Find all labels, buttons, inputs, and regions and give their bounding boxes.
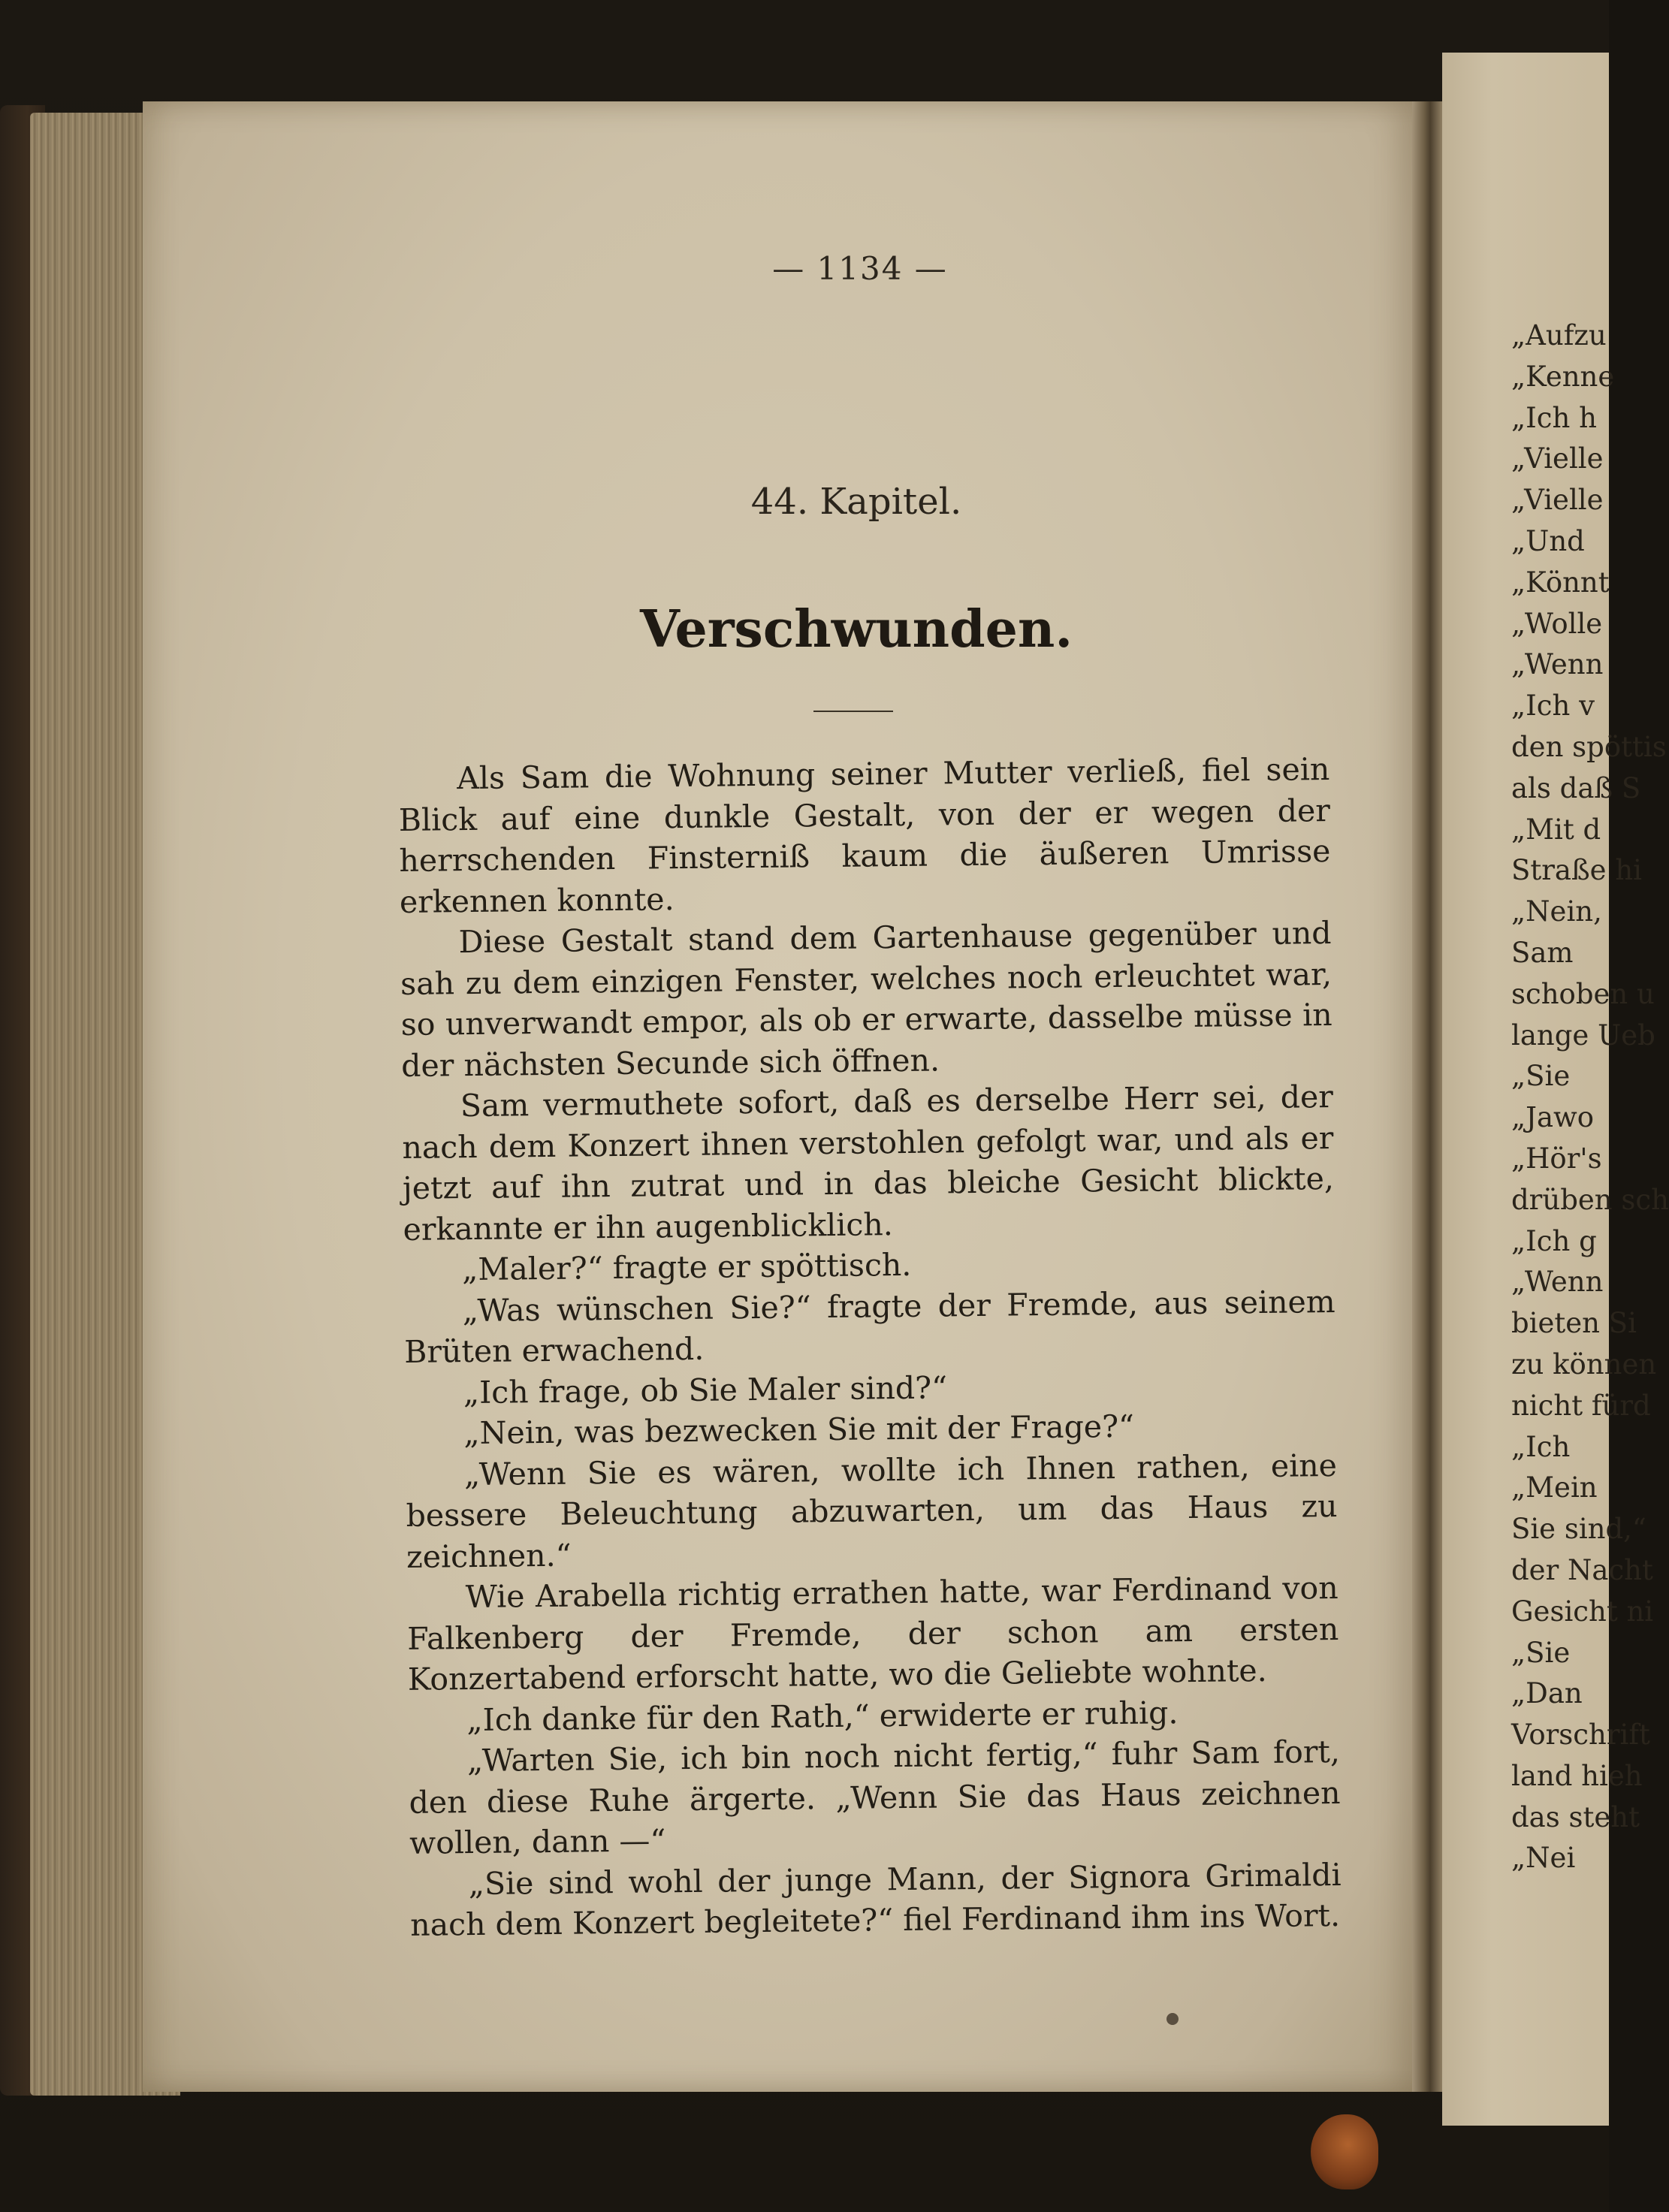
right-page-line: lange Ueb [1511,1018,1655,1052]
chapter-title: Verschwunden. [639,599,1073,659]
right-page-line: „Hör's [1511,1142,1602,1175]
right-page-line: „Ich h [1511,401,1597,434]
paragraph: „Sie sind wohl der junge Mann, der Signora Grimaldi nach dem Konzert begleitete?“ fiel Ferdinand ihm ins Wort. [410,1856,1342,1943]
right-page-line: „Dan [1511,1677,1583,1710]
right-page-line: „Wenn [1511,648,1604,681]
right-page-line: „Ich g [1511,1224,1597,1257]
paragraph: „Maler?“ fragte er spöttisch. [461,1246,912,1288]
right-page-line: Vorschrift [1511,1719,1650,1752]
right-page-line: Sie sind,“ [1511,1513,1646,1546]
right-page-line: Sam [1511,936,1574,969]
right-page-line: bieten Si [1511,1307,1637,1340]
right-page-line: „Kenne [1511,360,1615,393]
right-page-line: „Ich [1511,1430,1571,1463]
right-page-line: „Mit d [1511,813,1601,846]
fingertip [1311,2114,1378,2189]
paragraph: Sam vermuthete sofort, daß es derselbe Herr sei, der nach dem Konzert ihnen verstohlen gefolgt war, und als er jetzt auf ihn zutrat und in das bleiche Gesicht blickte, erkannte er ihn augenblicklich. [402,1078,1335,1248]
paragraph: „Ich frage, ob Sie Maler sind?“ [463,1369,948,1411]
right-page-line: land hieh [1511,1759,1643,1792]
body-text [398,749,1342,1945]
right-page-line: „Wolle [1511,607,1603,640]
right-page-text [1511,315,1669,1879]
paragraph: „Nein, was bezwecken Sie mit der Frage?“ [463,1408,1135,1452]
book-gutter [1412,101,1442,2092]
right-page-line: als daß S [1511,771,1641,804]
right-page-line: drüben sch [1511,1183,1669,1216]
right-page-line: zu können [1511,1347,1657,1381]
right-page-line: den spöttis [1511,730,1667,763]
right-page [1442,53,1669,2126]
paragraph: „Was wünschen Sie?“ fragte der Fremde, aus seinem Brüten erwachend. [404,1283,1336,1370]
paragraph: Diese Gestalt stand dem Gartenhause gegenüber und sah zu dem einzigen Fenster, welches noch erleuchtet war, so unverwandt empor, als ob er erwarte, dasselbe müsse in der nächsten Secunde sich öffnen. [400,915,1332,1084]
right-page-line: Straße hi [1511,854,1642,887]
right-page-line: schoben u [1511,977,1655,1010]
right-page-line: das steht [1511,1800,1640,1833]
paragraph: „Wenn Sie es wären, wollte ich Ihnen rathen, eine bessere Beleuchtung abzuwarten, um das Haus zu zeichnen.“ [406,1447,1338,1575]
chapter-number: 44. Kapitel. [750,481,962,523]
page-number: — 1134 — [772,250,948,287]
right-page-line: der Nacht [1511,1553,1653,1586]
right-page-line: „Ich v [1511,690,1595,723]
right-page-line: „Könnt [1511,566,1610,599]
title-rule [813,711,893,712]
right-page-line: „Vielle [1511,484,1604,517]
right-page-line: „Sie [1511,1060,1571,1093]
right-page-line: „Wenn [1511,1266,1604,1299]
paragraph: Wie Arabella richtig errathen hatte, war Ferdinand von Falkenberg der Fremde, der schon am ersten Konzertabend erforscht hatte, wo die Geliebte wohnte. [407,1569,1339,1697]
right-page-line: nicht fürd [1511,1389,1651,1422]
right-page-line: „Jawo [1511,1101,1595,1134]
right-page-line: „Mein [1511,1471,1598,1504]
right-page-line: Gesicht ni [1511,1595,1654,1628]
right-page-line: „Nein, [1511,895,1602,928]
right-page-line: „Sie [1511,1636,1571,1669]
right-page-line: „Vielle [1511,442,1604,475]
right-page-line: „Nei [1511,1842,1576,1875]
right-page-line: „Und [1511,524,1585,557]
paragraph: „Ich danke für den Rath,“ erwiderte er ruhig. [466,1694,1179,1738]
right-page-line: „Aufzu [1511,319,1607,352]
paragraph: „Warten Sie, ich bin noch nicht fertig,“ fuhr Sam fort, den diese Ruhe ärgerte. „Wenn Sie das Haus zeichnen wollen, dann —“ [409,1733,1341,1861]
paragraph: Als Sam die Wohnung seiner Mutter verließ, fiel sein Blick auf eine dunkle Gestalt, von der er wegen der herrschenden Finsterniß kaum die äußeren Umrisse erkennen konnte. [398,751,1331,920]
paper-speck [1166,2013,1179,2025]
